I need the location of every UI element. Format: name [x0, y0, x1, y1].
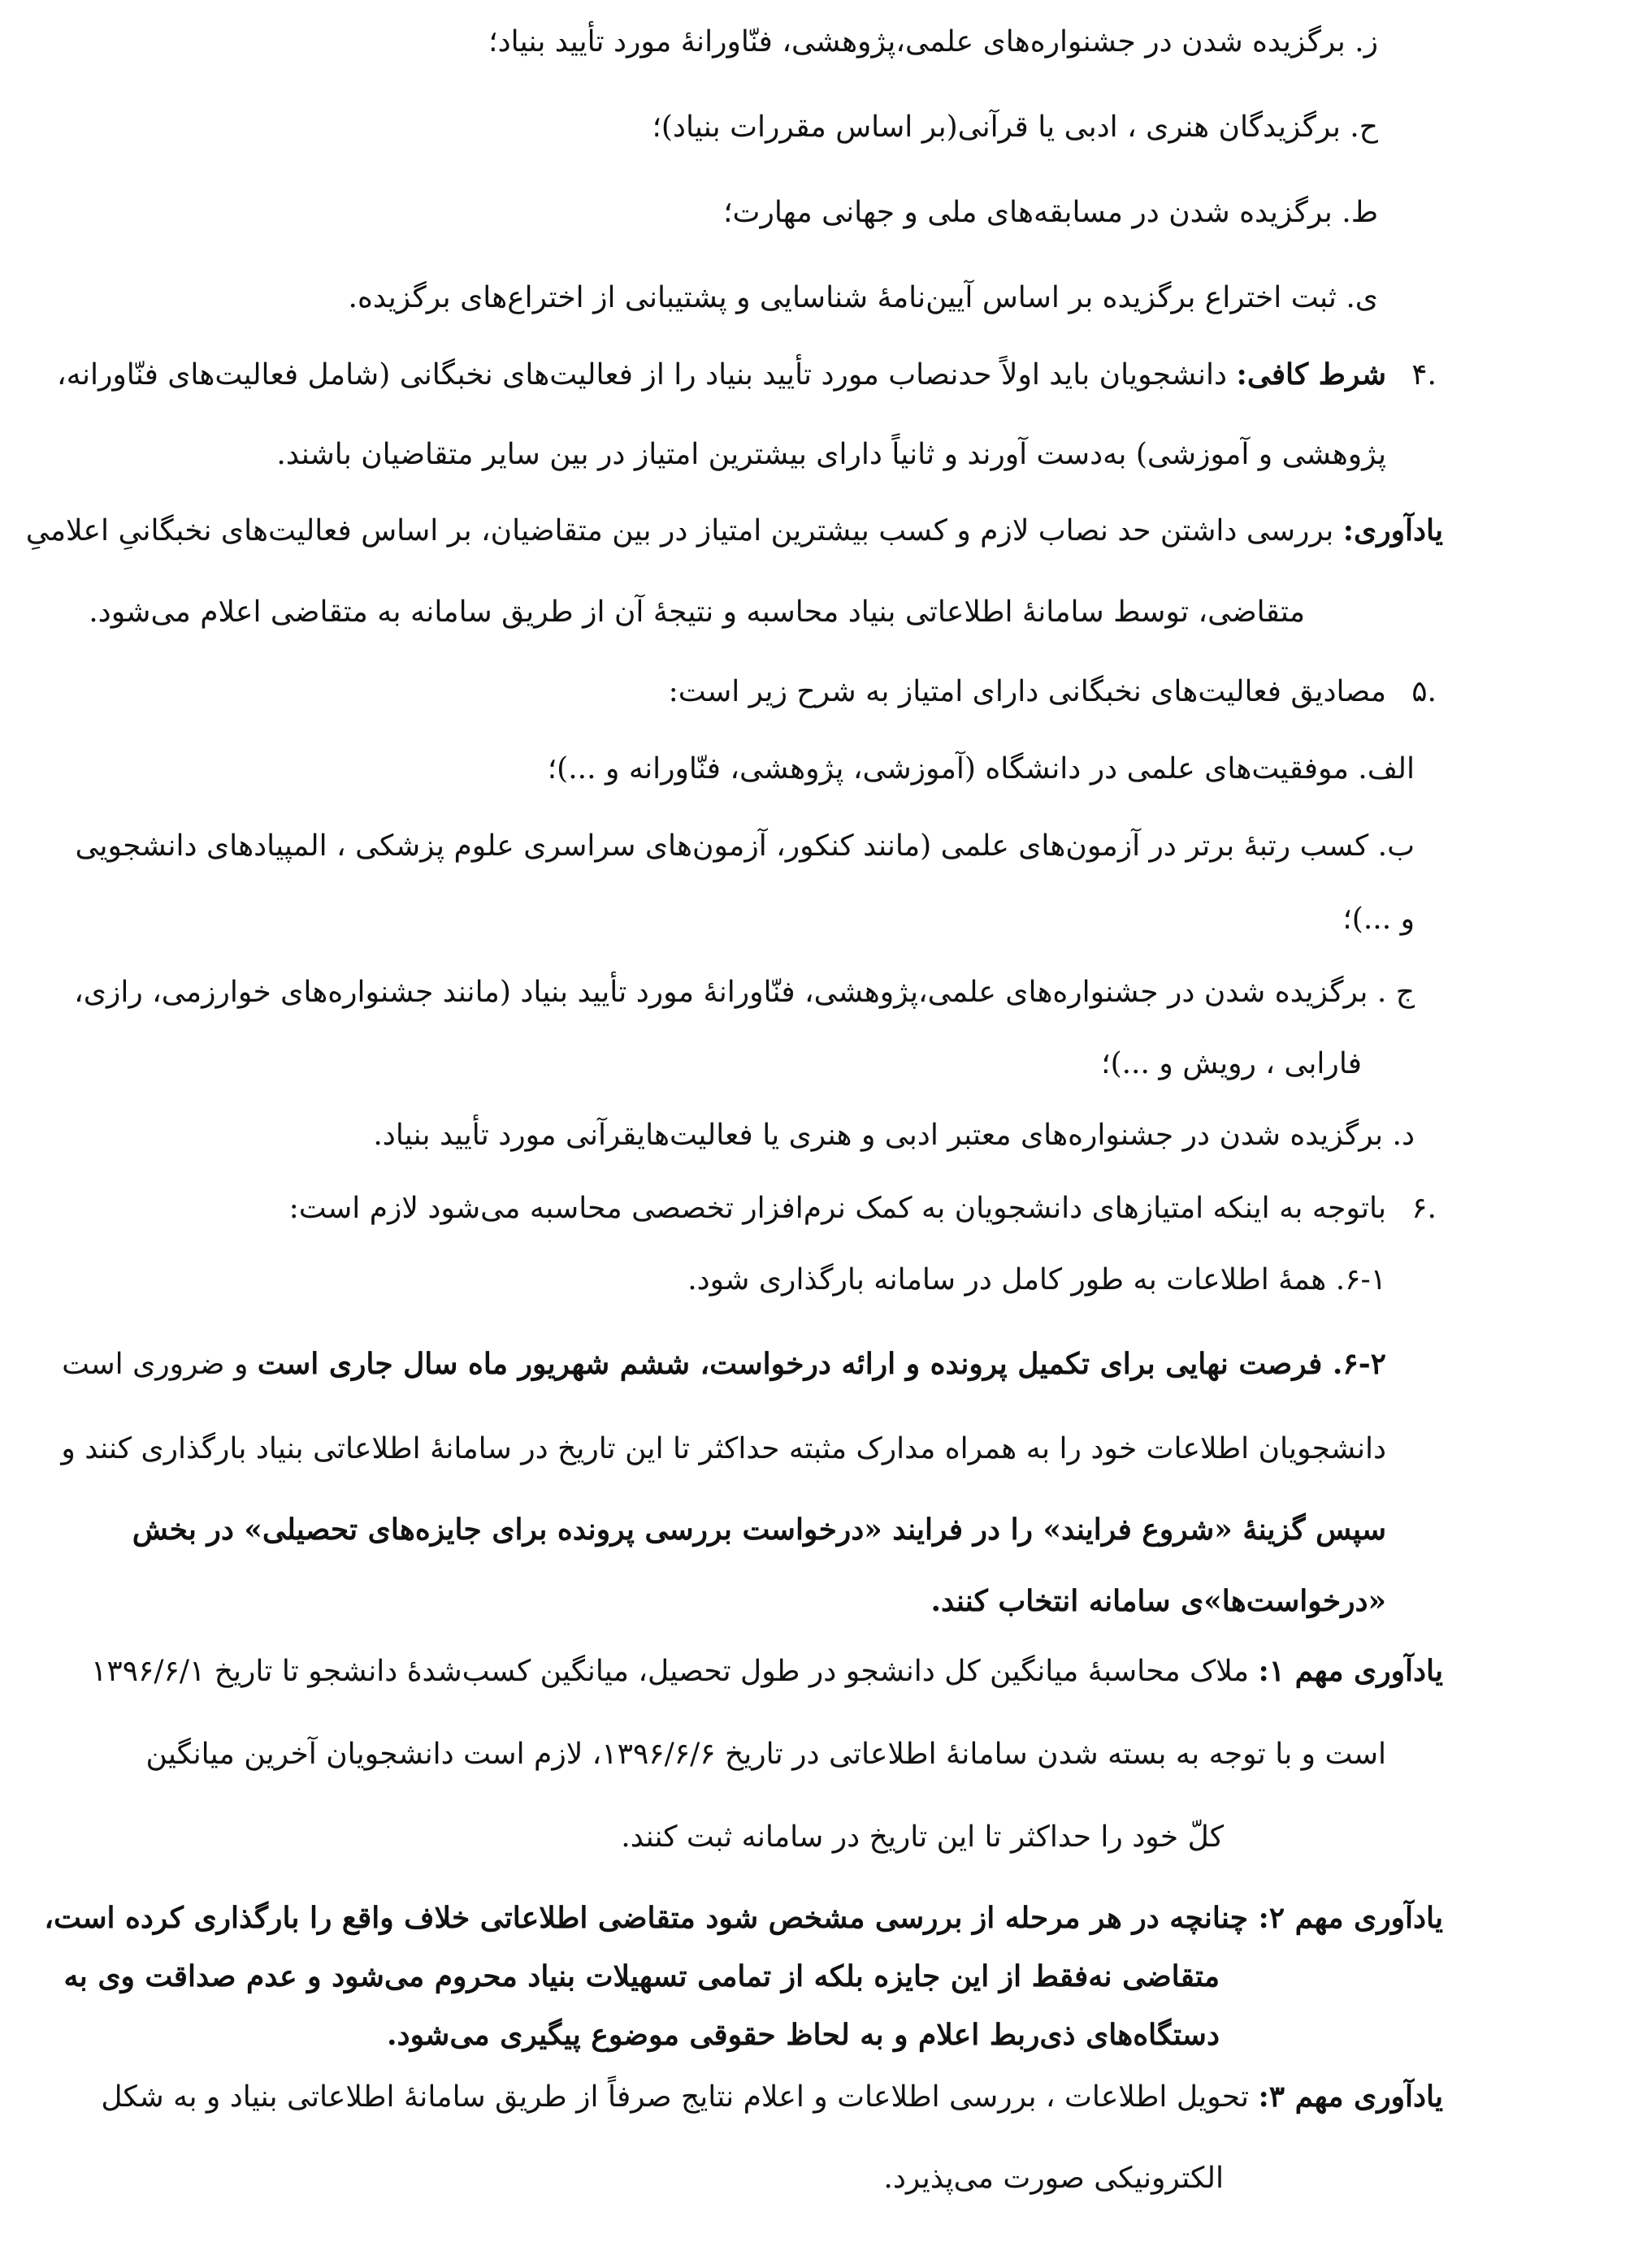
item-alef: الف. موفقیت‌های علمی در دانشگاه (آموزشی، پژوهشی، فنّاورانه و ...)؛ — [547, 752, 1415, 786]
subitem-6-2-bold: ۶-۲. فرصت نهایی برای تکمیل پرونده و ارائه درخواست، ششم شهریور ماه سال جاری است — [257, 1347, 1386, 1381]
item5-text: مصادیق فعالیت‌های نخبگانی دارای امتیاز به شرح زیر است: — [668, 675, 1386, 708]
subitem-6-2-line4: «درخواست‌ها»ی سامانه انتخاب کنند. — [930, 1584, 1386, 1618]
item4-number: ۴. — [1411, 358, 1437, 392]
reminder1-line2: متقاضی، توسط سامانهٔ اطلاعاتی بنیاد محاسبه و نتیجهٔ آن از طریق سامانه به متقاضی اعلام می‌شود. — [89, 595, 1305, 629]
item-jim-line1: ج . برگزیده شدن در جشنواره‌های علمی،پژوهشی، فنّاورانهٔ مورد تأیید بنیاد (مانند جشنواره‌های خوارزمی، رازی، — [74, 976, 1415, 1009]
subitem-6-2-line2: دانشجویان اطلاعات خود را به همراه مدارک مثبته حداکثر تا این تاریخ در سامانهٔ اطلاعاتی بنیاد بارگذاری کنند و — [61, 1432, 1386, 1465]
important-reminder2-line1: یادآوری مهم ۲: چنانچه در هر مرحله از بررسی مشخص شود متقاضی اطلاعاتی خلاف واقع را بارگذاری کرده است، — [44, 1901, 1443, 1935]
important-reminder3-label: یادآوری مهم ۳: — [1258, 2080, 1443, 2114]
item-be-line2: و ...)؛ — [1342, 902, 1415, 936]
item4-label: شرط کافی: — [1236, 357, 1386, 392]
important-reminder1-text: ملاک محاسبهٔ میانگین کل دانشجو در طول تحصیل، میانگین کسب‌شدهٔ دانشجو تا تاریخ ۱۳۹۶/۶/۱ — [91, 1655, 1250, 1688]
subitem-6-2-line1 — [62, 1347, 1386, 1382]
item-z: ز. برگزیده شدن در جشنواره‌های علمی،پژوهشی، فنّاورانهٔ مورد تأیید بنیاد؛ — [488, 25, 1378, 58]
subitem-6-2-rest: و ضروری است — [62, 1348, 258, 1381]
item-t: ط. برگزیده شدن در مسابقه‌های ملی و جهانی مهارت؛ — [723, 196, 1378, 229]
important-reminder1-line2: است و با توجه به بسته شدن سامانهٔ اطلاعاتی در تاریخ ۱۳۹۶/۶/۶، لازم است دانشجویان آخرین میانگین — [145, 1738, 1386, 1771]
important-reminder2-line2: متقاضی نه‌فقط از این جایزه بلکه از تمامی تسهیلات بنیاد محروم می‌شود و عدم صداقت وی به — [63, 1959, 1220, 1993]
item-be-line1: ب. کسب رتبهٔ برتر در آزمون‌های علمی (مانند کنکور، آزمون‌های سراسری علوم پزشکی ، المپیادهای دانشجویی — [75, 829, 1415, 863]
item-h: ح. برگزیدگان هنری ، ادبی یا قرآنی(بر اساس مقررات بنیاد)؛ — [652, 110, 1378, 144]
important-reminder1-line1 — [91, 1654, 1443, 1689]
item-dal: د. برگزیده شدن در جشنواره‌های معتبر ادبی و هنری یا فعالیت‌هایقرآنی مورد تأیید بنیاد. — [373, 1119, 1415, 1152]
item4-line1 — [57, 357, 1386, 392]
important-reminder3-text: تحویل اطلاعات ، بررسی اطلاعات و اعلام نتایج صرفاً از طریق سامانهٔ اطلاعاتی بنیاد و به شکل — [101, 2080, 1250, 2114]
item5-number: ۵. — [1411, 675, 1437, 708]
item6-text: باتوجه به اینکه امتیازهای دانشجویان به کمک نرم‌افزار تخصصی محاسبه می‌شود لازم است: — [288, 1192, 1386, 1225]
item-y: ی. ثبت اختراع برگزیده بر اساس آیین‌نامهٔ شناسایی و پشتیبانی از اختراع‌های برگزیده. — [348, 281, 1378, 314]
important-reminder1-line3: کلّ خود را حداکثر تا این تاریخ در سامانه ثبت کنند. — [621, 1820, 1224, 1854]
reminder1-text: بررسی داشتن حد نصاب لازم و کسب بیشترین امتیاز در بین متقاضیان، بر اساس فعالیت‌های نخبگانیِ اعلامیِ — [25, 514, 1334, 548]
important-reminder2-line3: دستگاه‌های ذی‌ربط اعلام و به لحاظ حقوقی موضوع پیگیری می‌شود. — [387, 2018, 1220, 2052]
item4-text: دانشجویان باید اولاً حدنصاب مورد تأیید بنیاد را از فعالیت‌های نخبگانی (شامل فعالیت‌های فنّاورانه، — [57, 358, 1228, 392]
subitem-6-2-line3: سپس گزینهٔ «شروع فرایند» را در فرایند «درخواست بررسی پرونده برای جایزه‌های تحصیلی» در بخش — [132, 1513, 1386, 1547]
item6-number: ۶. — [1411, 1192, 1437, 1225]
important-reminder3-line1 — [101, 2080, 1443, 2114]
item-jim-line2: فارابی ، رویش و ...)؛ — [1101, 1047, 1362, 1080]
reminder1-label: یادآوری: — [1342, 513, 1443, 548]
subitem-6-1: ۶-۱. همهٔ اطلاعات به طور کامل در سامانه بارگذاری شود. — [687, 1263, 1386, 1296]
important-reminder3-line2: الکترونیکی صورت می‌پذیرد. — [883, 2162, 1224, 2195]
item4-line2: پژوهشی و آموزشی) به‌دست آورند و ثانیاً دارای بیشترین امتیاز در بین سایر متقاضیان باشند. — [276, 438, 1386, 471]
important-reminder1-label: یادآوری مهم ۱: — [1258, 1654, 1443, 1688]
reminder1-line1 — [26, 513, 1443, 548]
